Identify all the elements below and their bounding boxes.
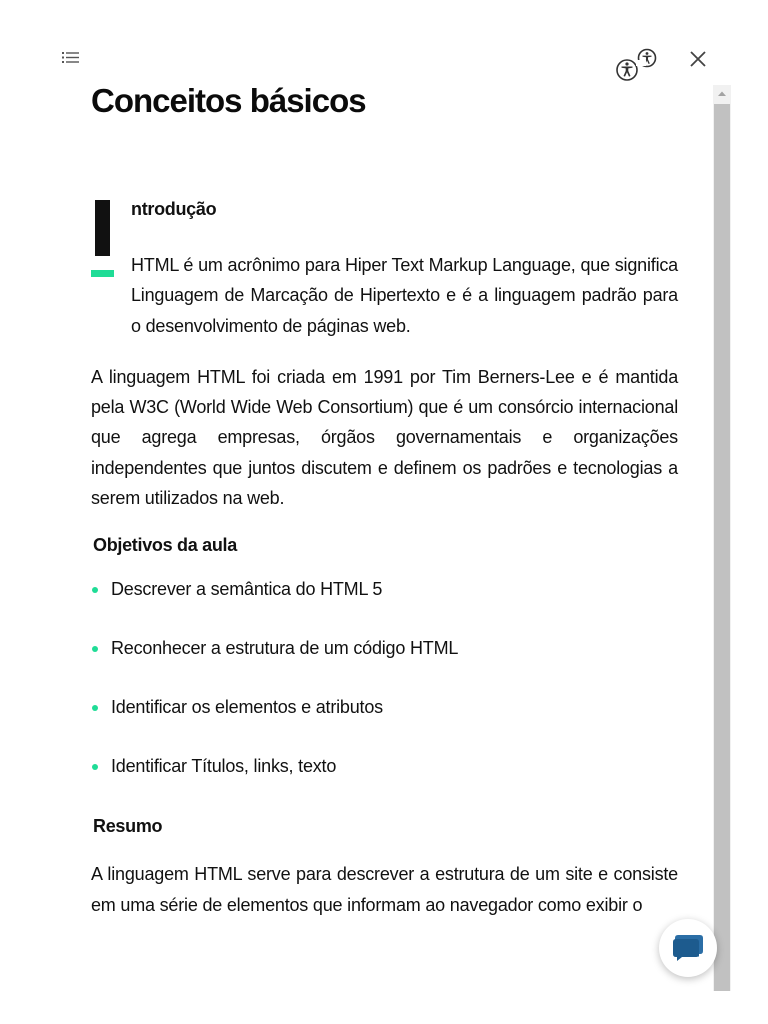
article-content bbox=[91, 190, 678, 920]
list-item bbox=[91, 696, 678, 755]
objectives-heading: Objetivos da aula bbox=[93, 535, 237, 556]
accessibility-button[interactable] bbox=[614, 46, 660, 86]
list-item-text: Reconhecer a estrutura de um código HTML bbox=[111, 638, 459, 659]
scrollbar[interactable] bbox=[713, 85, 731, 991]
accessibility-icon bbox=[614, 46, 660, 86]
dropcap-accent-bar bbox=[91, 270, 114, 277]
bullet-dot bbox=[92, 587, 98, 593]
summary-heading: Resumo bbox=[93, 816, 163, 837]
bullet-dot bbox=[92, 646, 98, 652]
list-item bbox=[91, 755, 678, 814]
scroll-up-button[interactable] bbox=[713, 85, 731, 103]
chat-button[interactable] bbox=[659, 919, 717, 977]
bullet-dot bbox=[92, 705, 98, 711]
page-title: Conceitos básicos bbox=[91, 82, 366, 119]
intro-section bbox=[91, 190, 678, 341]
close-icon bbox=[687, 48, 709, 70]
intro-paragraph-2: A linguagem HTML foi criada em 1991 por Tim Berners-Lee e é mantida pela W3C (World Wide Web Consortium) que é um consórcio internacional que agrega empresas, órgãos governamentais e organizações independentes que juntos discutem e definem os padrões e tecnologias a serem utilizados na web. bbox=[91, 366, 678, 509]
objectives-list bbox=[91, 578, 678, 814]
bullet-dot bbox=[92, 764, 98, 770]
list-item bbox=[91, 637, 678, 696]
list-item-text: Identificar os elementos e atributos bbox=[111, 697, 383, 718]
list-item-text: Descrever a semântica do HTML 5 bbox=[111, 579, 383, 600]
intro-heading: ntrodução bbox=[131, 199, 217, 219]
close-button[interactable] bbox=[687, 48, 709, 70]
caret-up-icon bbox=[713, 85, 731, 103]
scrollbar-thumb[interactable] bbox=[714, 104, 730, 991]
table-of-contents-button[interactable] bbox=[60, 48, 82, 70]
list-menu-icon bbox=[60, 48, 82, 70]
chat-bubble-icon bbox=[672, 933, 704, 963]
list-item bbox=[91, 578, 678, 637]
summary-paragraph: A linguagem HTML serve para descrever a estrutura de um site e consiste em uma série de elementos que informam ao navegador como exibir o bbox=[91, 864, 678, 915]
dropcap-letter bbox=[95, 200, 110, 256]
intro-paragraph-1: HTML é um acrônimo para Hiper Text Markup Language, que significa Linguagem de Marcação de Hipertexto e é a linguagem padrão para o desenvolvimento de páginas web. bbox=[131, 255, 678, 336]
list-item-text: Identificar Títulos, links, texto bbox=[111, 756, 337, 777]
